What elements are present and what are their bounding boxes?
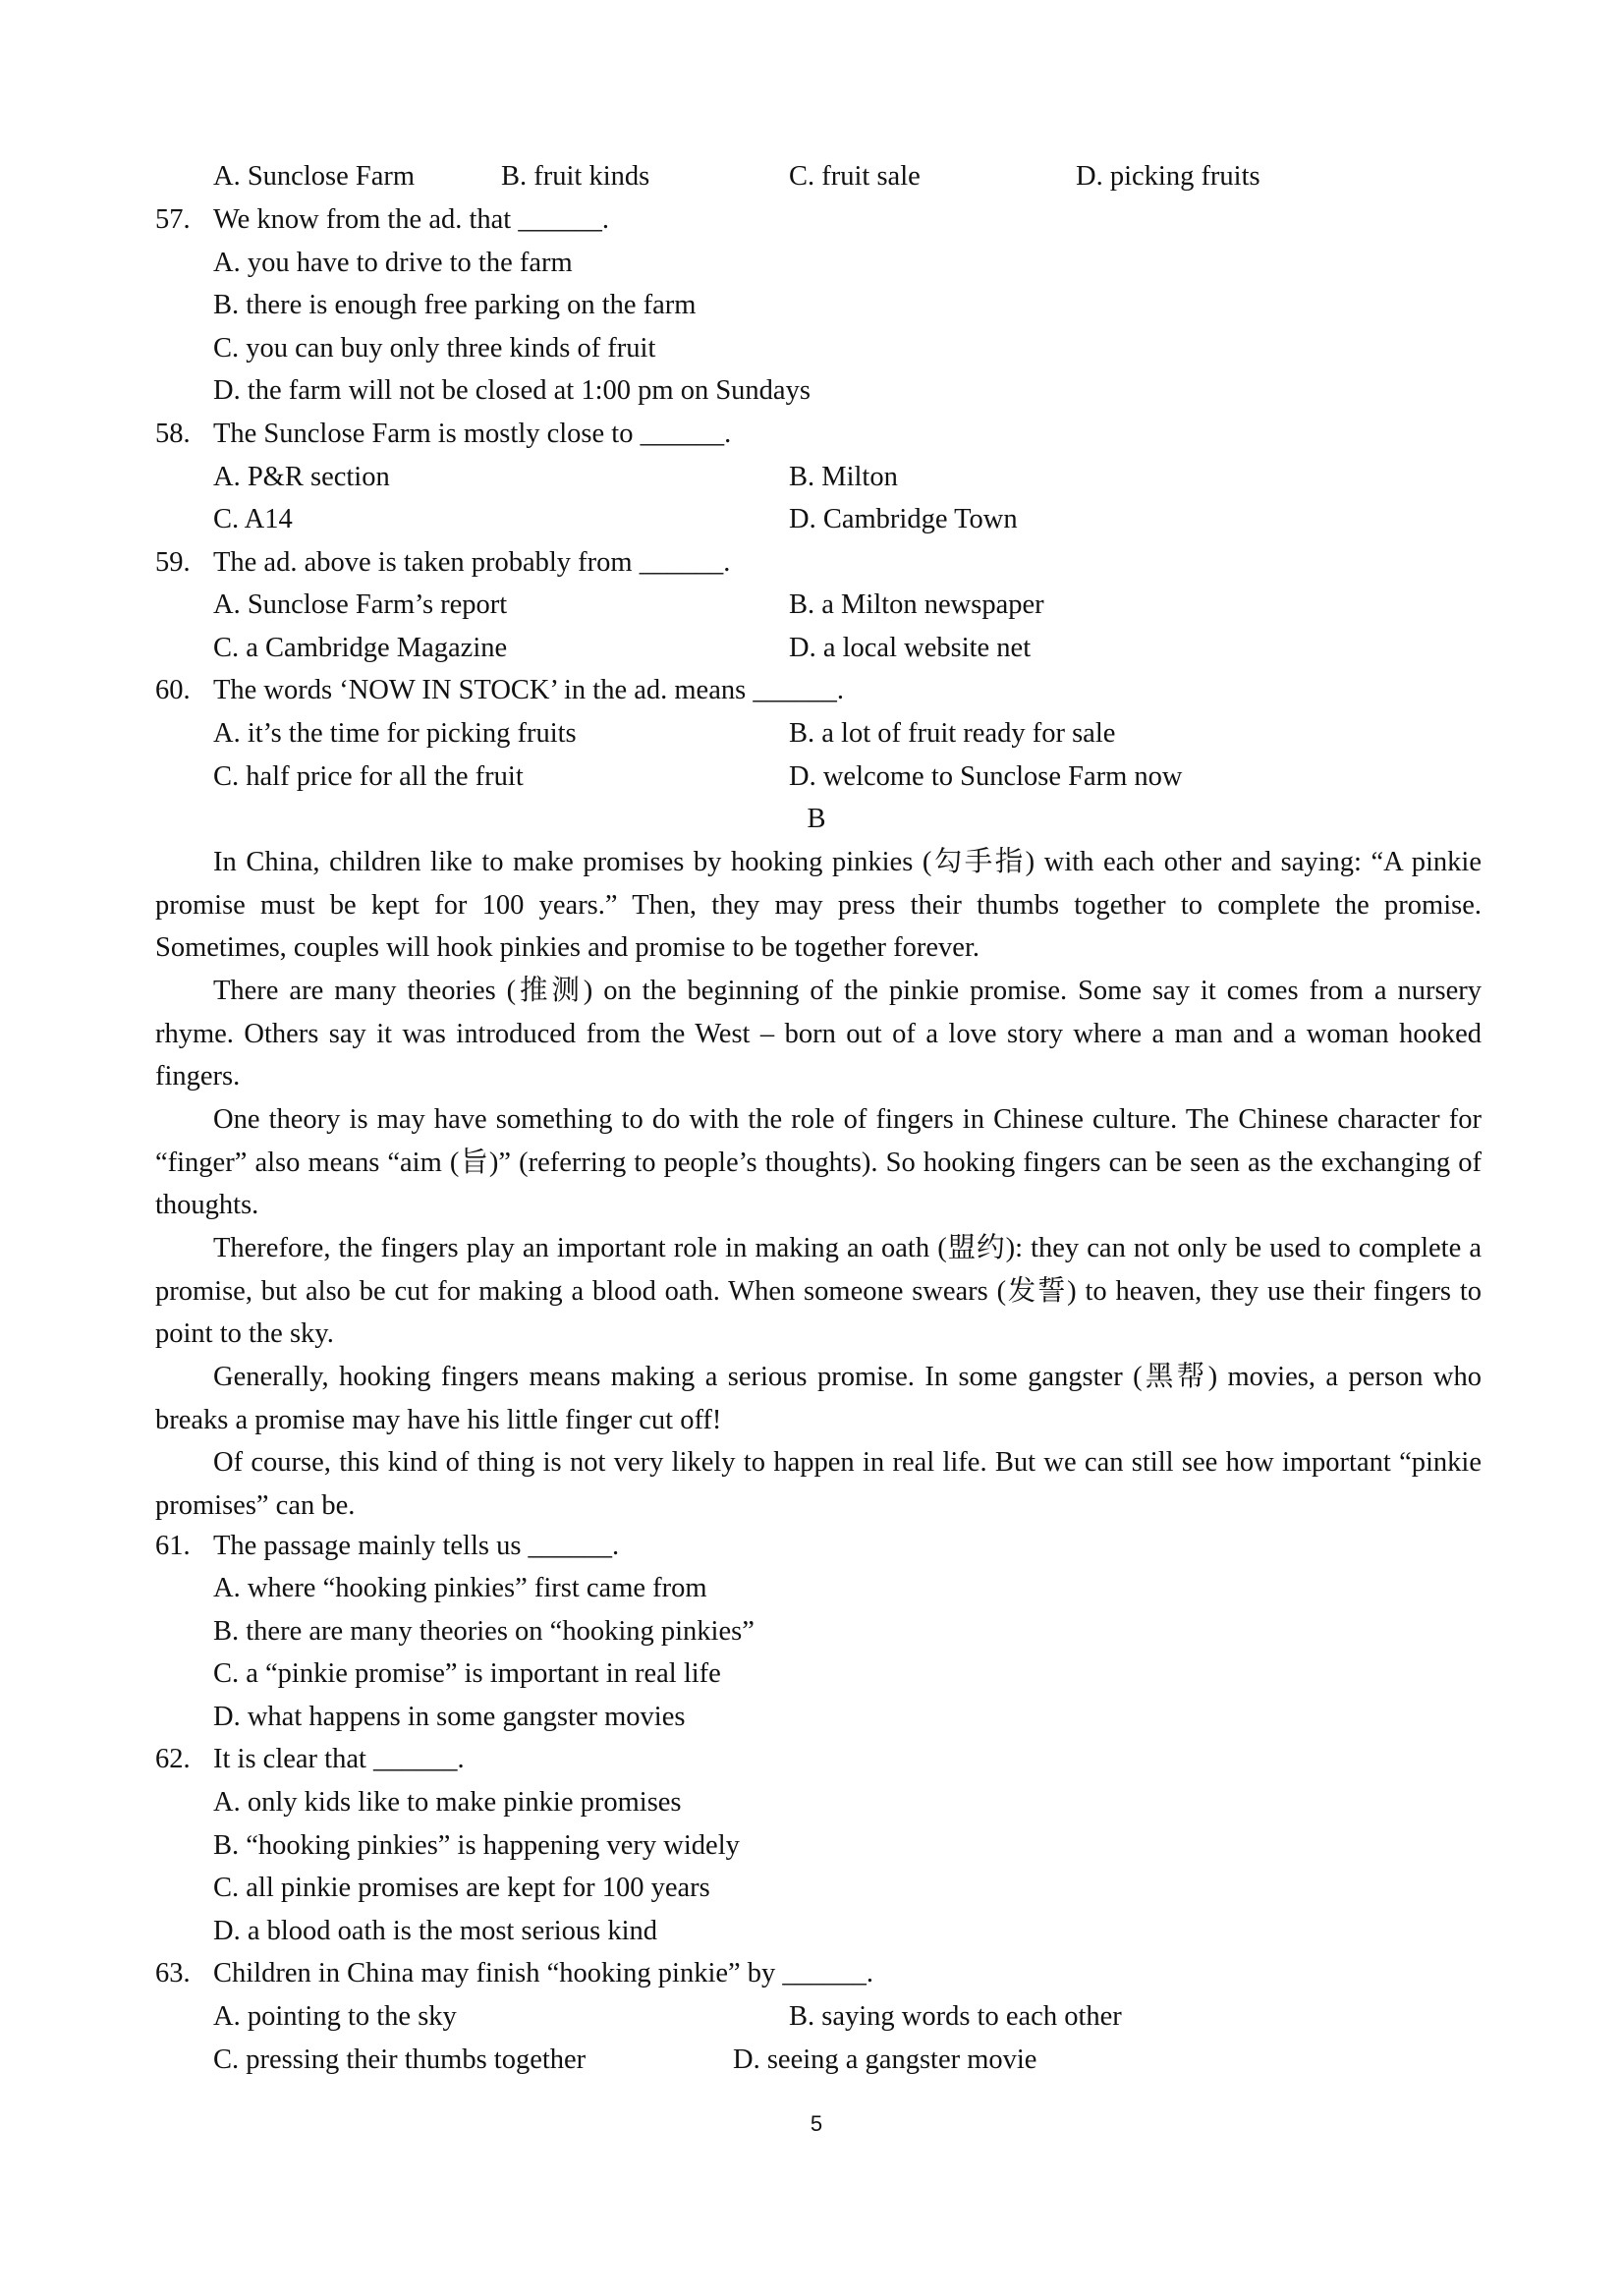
q59-option-c: C. a Cambridge Magazine — [213, 633, 508, 663]
q61-option-b: B. there are many theories on “hooking pinkies” — [213, 1616, 755, 1647]
q58-option-a: A. P&R section — [213, 462, 390, 492]
q62-number: 62. — [155, 1744, 191, 1774]
q61-stem: The passage mainly tells us ______. — [213, 1531, 620, 1561]
q56-option-c: C. fruit sale — [789, 161, 921, 192]
q58-option-c: C. A14 — [213, 504, 293, 534]
q56-option-b: B. fruit kinds — [501, 161, 650, 192]
q63-stem: Children in China may finish “hooking pinkie” by ______. — [213, 1958, 874, 1988]
q57-number: 57. — [155, 204, 191, 235]
q61-option-d: D. what happens in some gangster movies — [213, 1702, 686, 1732]
passage-paragraph: There are many theories (推测) on the beginning of the pinkie promise. Some say it comes from a nursery rhyme. Others say it was introduced from the West – born out of a love story where a man and a woman hooked fingers. — [155, 976, 1482, 1092]
q57-stem: We know from the ad. that ______. — [213, 204, 609, 235]
q63-option-c: C. pressing their thumbs together — [213, 2044, 587, 2075]
q59-stem: The ad. above is taken probably from ______. — [213, 547, 731, 578]
passage-paragraph: In China, children like to make promises by hooking pinkies (勾手指) with each other and saying: “A pinkie promise must be kept for 100 years.” Then, they may press their thumbs together to complete the promise. Sometimes, couples will hook pinkies and promise to be together forever. — [155, 847, 1482, 964]
q63-option-b: B. saying words to each other — [789, 2001, 1122, 2032]
q56-option-a: A. Sunclose Farm — [213, 161, 416, 192]
q60-stem: The words ‘NOW IN STOCK’ in the ad. means ______. — [213, 675, 844, 705]
passage-paragraph: Of course, this kind of thing is not very likely to happen in real life. But we can still see how important “pinkie promises” can be. — [155, 1447, 1482, 1521]
q61-option-c: C. a “pinkie promise” is important in real life — [213, 1658, 721, 1689]
q59-option-b: B. a Milton newspaper — [789, 589, 1044, 620]
q60-number: 60. — [155, 675, 191, 705]
q59-number: 59. — [155, 547, 191, 578]
q60-option-c: C. half price for all the fruit — [213, 761, 524, 792]
q63-number: 63. — [155, 1958, 191, 1988]
q57-option-d: D. the farm will not be closed at 1:00 pm on Sundays — [213, 375, 811, 406]
passage-paragraph: One theory is may have something to do with the role of fingers in Chinese culture. The Chinese character for “finger” also means “aim (旨)” (referring to people’s thoughts). So hooking fingers can be seen as the exchanging of thoughts. — [155, 1104, 1482, 1221]
q58-stem: The Sunclose Farm is mostly close to ______. — [213, 419, 732, 449]
section-label: B — [807, 804, 826, 834]
q62-option-b: B. “hooking pinkies” is happening very widely — [213, 1830, 740, 1861]
q63-option-a: A. pointing to the sky — [213, 2001, 457, 2032]
passage-paragraph: Therefore, the fingers play an important role in making an oath (盟约): they can not only be used to complete a promise, but also be cut for making a blood oath. When someone swears (发誓) to heaven, they use their fingers to point to the sky. — [155, 1233, 1482, 1350]
q62-option-a: A. only kids like to make pinkie promises — [213, 1787, 682, 1818]
q62-option-c: C. all pinkie promises are kept for 100 years — [213, 1873, 710, 1903]
q58-option-b: B. Milton — [789, 462, 898, 492]
q61-number: 61. — [155, 1531, 191, 1561]
q61-option-a: A. where “hooking pinkies” first came from — [213, 1573, 707, 1603]
q62-stem: It is clear that ______. — [213, 1744, 465, 1774]
q60-option-a: A. it’s the time for picking fruits — [213, 718, 577, 749]
page-number: 5 — [810, 2111, 823, 2136]
q60-option-d: D. welcome to Sunclose Farm now — [789, 761, 1183, 792]
passage-paragraph: Generally, hooking fingers means making a serious promise. In some gangster (黑帮) movies, a person who breaks a promise may have his little finger cut off! — [155, 1362, 1482, 1435]
q62-option-d: D. a blood oath is the most serious kind — [213, 1916, 658, 1946]
q59-option-d: D. a local website net — [789, 633, 1032, 663]
q58-option-d: D. Cambridge Town — [789, 504, 1018, 534]
q58-number: 58. — [155, 419, 191, 449]
q63-option-d: D. seeing a gangster movie — [733, 2044, 1037, 2075]
q57-option-a: A. you have to drive to the farm — [213, 248, 573, 278]
q60-option-b: B. a lot of fruit ready for sale — [789, 718, 1116, 749]
q57-option-b: B. there is enough free parking on the farm — [213, 290, 697, 320]
q57-option-c: C. you can buy only three kinds of fruit — [213, 333, 656, 364]
q59-option-a: A. Sunclose Farm’s report — [213, 589, 508, 620]
q56-option-d: D. picking fruits — [1076, 161, 1260, 192]
